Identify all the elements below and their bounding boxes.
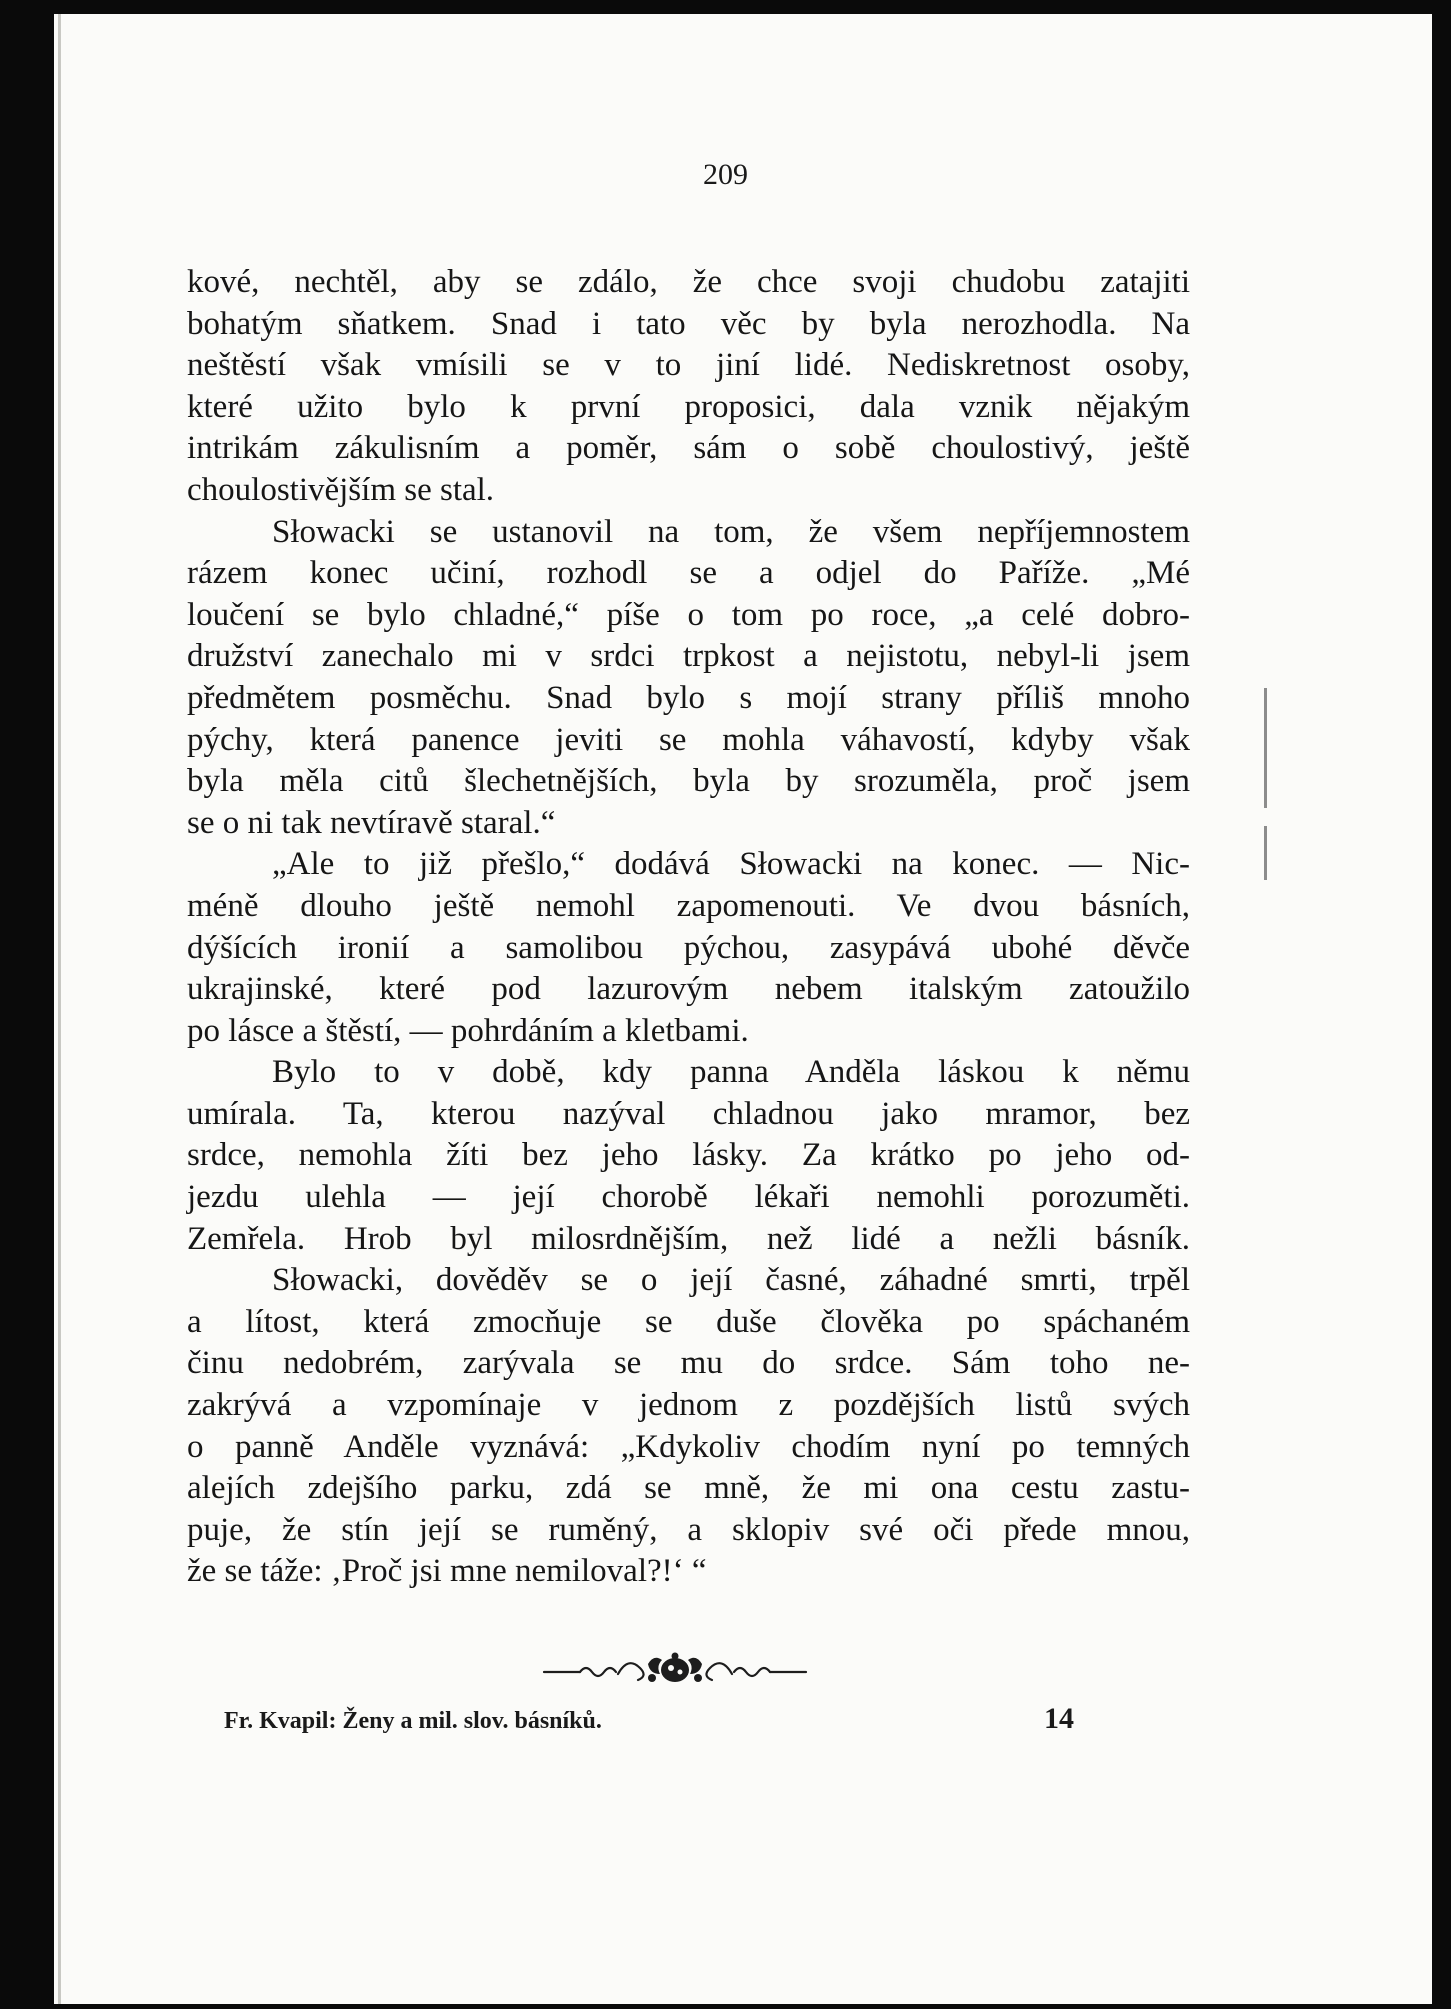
text-line: družství zanechalo mi v srdci trpkost a nejistotu, nebyl-li jsem — [187, 638, 1190, 675]
text-line: „Ale to již přešlo,“ dodává Słowacki na konec. — Nic- — [272, 846, 1190, 883]
text-line: kové, nechtěl, aby se zdálo, že chce svoji chudobu zatajiti — [187, 264, 1190, 300]
text-line: Zemřela. Hrob byl milosrdnějším, než lidé a nežli básník. — [187, 1220, 1190, 1257]
text-line: umírala. Ta, kterou nazýval chladnou jako mramor, bez — [187, 1095, 1190, 1132]
page-gutter-edge — [58, 14, 61, 2004]
text-line: choulostivějším se stal. — [187, 471, 495, 508]
text-line: neštěstí však vmísili se v to jiní lidé. Nediskretnost osoby, — [187, 347, 1190, 384]
text-line: ukrajinské, které pod lazurovým nebem italským zatoužilo — [187, 971, 1190, 1008]
text-line: zakrývá a vzpomínaje v jednom z pozdějších listů svých — [187, 1387, 1190, 1424]
text-line: byla měla citů šlechetnějších, byla by srozuměla, proč jsem — [187, 763, 1190, 800]
text-line: pýchy, která panence jeviti se mohla váhavostí, kdyby však — [187, 721, 1190, 758]
text-line: činu nedobrém, zarývala se mu do srdce. Sám toho ne- — [187, 1345, 1190, 1382]
book-imprint: Fr. Kvapil: Ženy a mil. slov. básníků. — [224, 1708, 602, 1734]
text-line: že se táže: ‚Proč jsi mne nemiloval?!‘ “ — [187, 1553, 707, 1590]
text-line: loučení se bylo chladné,“ píše o tom po roce, „a celé dobro- — [187, 596, 1190, 633]
text-line: intrikám zákulisním a poměr, sám o sobě choulostivý, ještě — [187, 430, 1190, 467]
text-line: předmětem posměchu. Snad bylo s mojí strany příliš mnoho — [187, 679, 1190, 716]
text-line: bohatým sňatkem. Snad i tato věc by byla nerozhodla. Na — [187, 305, 1190, 342]
text-line: jezdu ulehla — její chorobě lékaři nemohli porozuměti. — [187, 1179, 1190, 1216]
text-line: alejích zdejšího parku, zdá se mně, že mi ona cestu zastu- — [187, 1470, 1190, 1507]
text-line: puje, že stín její se ruměný, a sklopiv své oči přede mnou, — [187, 1511, 1190, 1548]
text-line: a lítost, která zmocňuje se duše člověka po spáchaném — [187, 1303, 1190, 1340]
text-line: dýšících ironií a samolibou pýchou, zasypává ubohé děvče — [187, 929, 1190, 966]
text-line: které užito bylo k první proposici, dala vznik nějakým — [187, 388, 1190, 425]
page-number: 209 — [703, 158, 748, 191]
text-line: méně dlouho ještě nemohl zapomenouti. Ve dvou básních, — [187, 887, 1190, 924]
text-line: rázem konec učiní, rozhodl se a odjel do Paříže. „Mé — [187, 555, 1190, 592]
text-line: o panně Anděle vyznává: „Kdykoliv chodím nyní po temných — [187, 1428, 1190, 1465]
text-line: Słowacki, dověděv se o její časné, záhadné smrti, trpěl — [272, 1262, 1190, 1299]
margin-mark — [1264, 688, 1267, 808]
text-line: srdce, nemohla žíti bez jeho lásky. Za krátko po jeho od- — [187, 1137, 1190, 1174]
text-line: po lásce a štěstí, — pohrdáním a kletbami. — [187, 1012, 749, 1049]
text-line: Słowacki se ustanovil na tom, že všem nepříjemnostem — [272, 513, 1190, 550]
sheet-signature: 14 — [1044, 1702, 1074, 1735]
text-line: se o ni tak nevtíravě staral.“ — [187, 804, 556, 841]
body-text — [187, 262, 1190, 1593]
vignette-ornament-icon — [540, 1650, 810, 1690]
text-line: Bylo to v době, kdy panna Anděla láskou k němu — [272, 1054, 1190, 1091]
margin-mark — [1264, 826, 1267, 880]
